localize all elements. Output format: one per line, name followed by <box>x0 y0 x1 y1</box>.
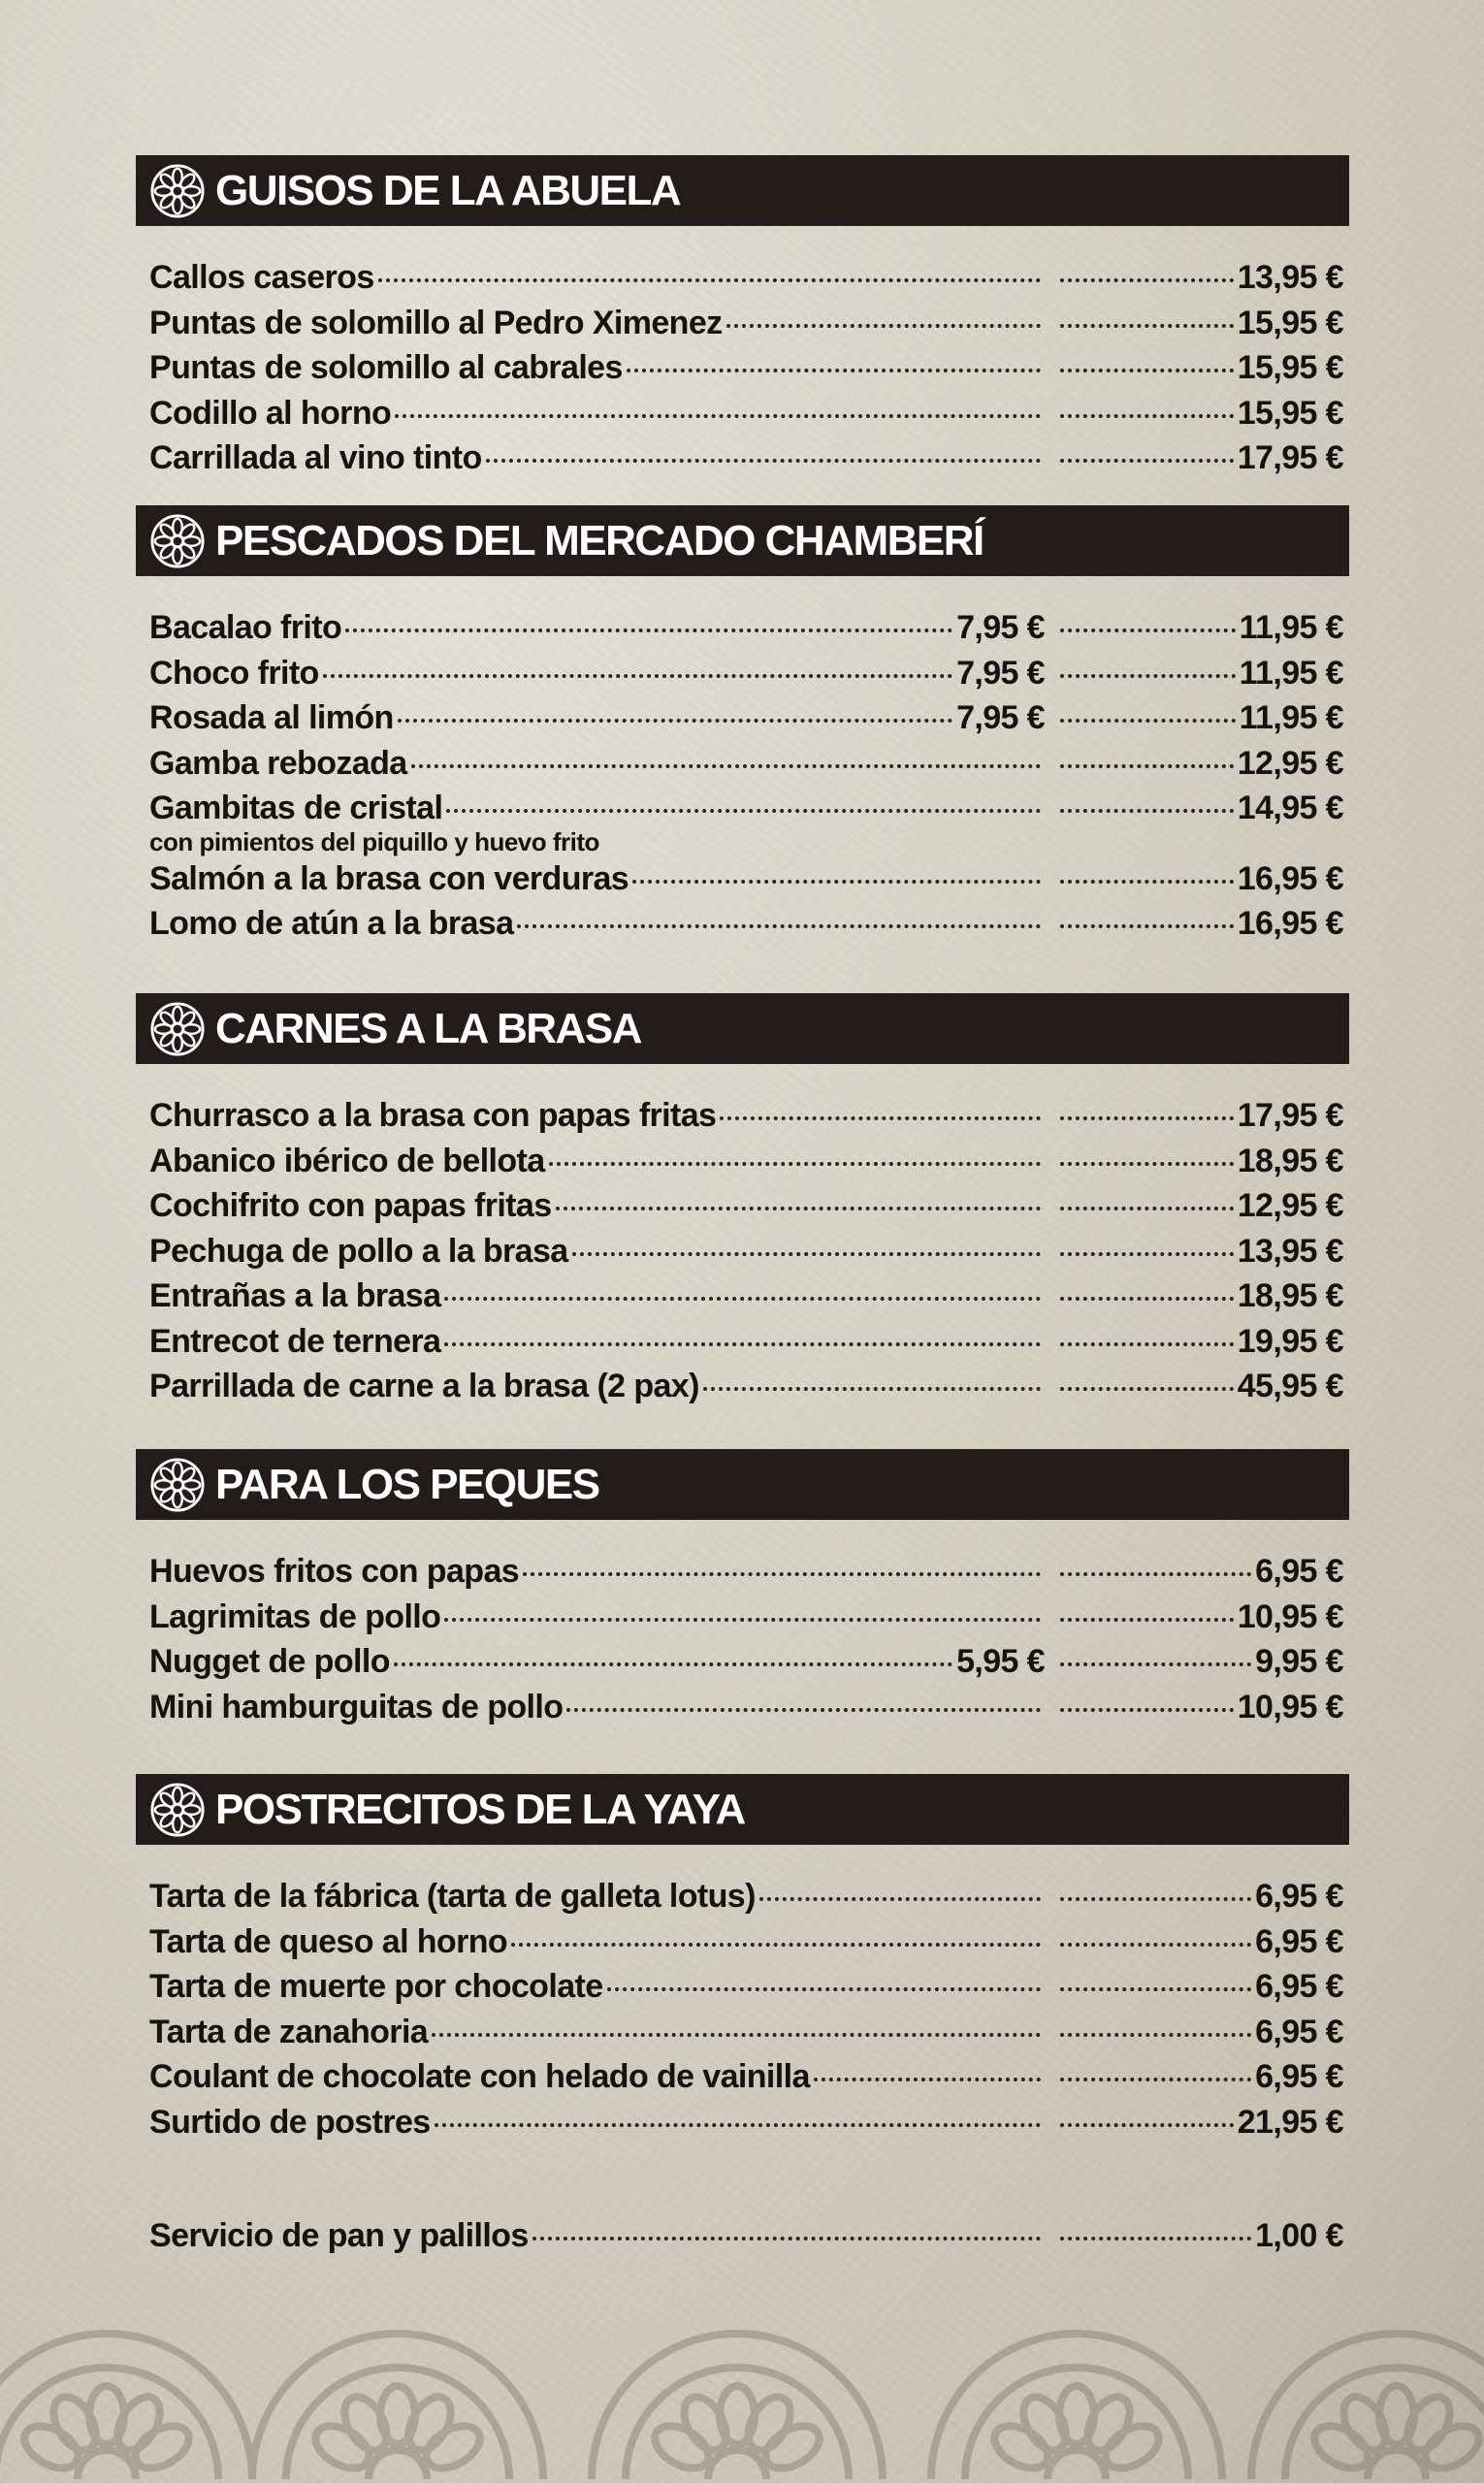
menu-item <box>149 699 1349 745</box>
dot-leader <box>1060 1708 1234 1712</box>
item-price: 16,95 € <box>1237 905 1343 942</box>
dot-leader <box>556 1207 1041 1210</box>
bread-service <box>136 2217 1349 2263</box>
menu-item <box>149 1097 1349 1143</box>
item-price: 13,95 € <box>1237 259 1343 296</box>
dot-leader <box>1060 1897 1251 1901</box>
dot-leader <box>1060 1162 1234 1166</box>
dot-leader <box>1060 324 1234 328</box>
menu-item <box>149 1923 1349 1969</box>
menu-section <box>136 1449 1349 1733</box>
item-name: Entrañas a la brasa <box>149 1277 441 1314</box>
menu-item <box>149 2014 1349 2059</box>
item-price: 6,95 € <box>1255 2013 1343 2050</box>
dot-leader <box>632 880 1041 884</box>
dot-leader <box>1060 459 1234 463</box>
rose-window-icon <box>149 1782 206 1838</box>
dot-leader <box>511 1943 1041 1947</box>
dot-leader <box>1060 1662 1251 1666</box>
dot-leader <box>549 1162 1041 1166</box>
dot-leader <box>345 629 952 632</box>
item-name: Carrillada al vino tinto <box>149 439 482 476</box>
dot-leader <box>1060 2123 1234 2127</box>
item-price: 6,95 € <box>1255 2058 1343 2095</box>
item-price: 17,95 € <box>1237 1097 1343 1134</box>
dot-leader <box>398 719 952 723</box>
item-name: Callos caseros <box>149 259 374 296</box>
menu-item <box>149 1689 1349 1734</box>
dot-leader <box>703 1387 1041 1391</box>
item-name: Tarta de muerte por chocolate <box>149 1968 603 2005</box>
item-name: Tarta de queso al horno <box>149 1922 508 1960</box>
item-price: 16,95 € <box>1237 859 1343 897</box>
menu-item <box>149 655 1349 700</box>
dot-leader <box>486 459 1041 463</box>
dot-leader <box>607 1987 1041 1991</box>
menu-item <box>149 745 1349 790</box>
menu-item <box>149 395 1349 440</box>
menu-item <box>149 2058 1349 2104</box>
menu-item <box>149 1968 1349 2014</box>
item-name: Servicio de pan y palillos <box>149 2217 529 2254</box>
item-price-small: 7,95 € <box>956 654 1045 692</box>
item-name: Pechuga de pollo a la brasa <box>149 1232 568 1270</box>
item-name: Entrecot de ternera <box>149 1322 441 1360</box>
dot-leader <box>1060 1387 1234 1391</box>
menu-item <box>149 1598 1349 1644</box>
menu-item <box>149 1233 1349 1278</box>
item-price-small: 5,95 € <box>956 1643 1045 1680</box>
item-price: 11,95 € <box>1239 699 1343 736</box>
dot-leader <box>1060 1943 1251 1947</box>
dot-leader <box>1060 809 1234 813</box>
menu-item <box>149 1368 1349 1413</box>
dot-leader <box>1060 1618 1234 1622</box>
item-name: Nugget de pollo <box>149 1643 390 1680</box>
item-name: Parrillada de carne a la brasa (2 pax) <box>149 1368 699 1404</box>
item-price: 6,95 € <box>1255 1922 1343 1960</box>
rose-window-decoration <box>0 2318 1484 2483</box>
item-name: Huevos fritos con papas <box>149 1553 520 1590</box>
menu-item <box>149 2104 1349 2149</box>
item-price: 45,95 € <box>1237 1368 1343 1404</box>
dot-leader <box>517 924 1041 928</box>
menu-item <box>149 1143 1349 1188</box>
item-price: 11,95 € <box>1239 609 1343 646</box>
item-name: Coulant de chocolate con helado de vainilla <box>149 2058 810 2095</box>
item-name: Puntas de solomillo al Pedro Ximenez <box>149 304 723 341</box>
section-title: CARNES A LA BRASA <box>215 1004 641 1052</box>
dot-leader <box>1060 2078 1251 2081</box>
section-header <box>136 505 1349 576</box>
dot-leader <box>1060 764 1234 768</box>
dot-leader <box>566 1708 1041 1712</box>
menu-item <box>149 1187 1349 1233</box>
dot-leader <box>1060 1987 1251 1991</box>
section-title: PARA LOS PEQUES <box>215 1460 599 1508</box>
item-price: 6,95 € <box>1255 1968 1343 2005</box>
dot-leader <box>1060 369 1234 372</box>
item-name: Bacalao frito <box>149 609 342 646</box>
item-name: Choco frito <box>149 654 319 692</box>
menu-item <box>149 905 1349 951</box>
item-name: Gamba rebozada <box>149 744 407 782</box>
item-name: Salmón a la brasa con verduras <box>149 859 629 897</box>
item-name: Lagrimitas de pollo <box>149 1597 441 1635</box>
rose-window-icon <box>149 1457 206 1513</box>
item-price: 13,95 € <box>1237 1232 1343 1270</box>
dot-leader <box>444 1297 1041 1301</box>
dot-leader <box>444 1342 1041 1346</box>
item-price: 21,95 € <box>1237 2103 1343 2141</box>
menu-item <box>149 349 1349 395</box>
section-header <box>136 993 1349 1064</box>
dot-leader <box>726 324 1041 328</box>
section-header <box>136 1774 1349 1845</box>
section-header <box>136 1449 1349 1520</box>
item-price: 15,95 € <box>1237 304 1343 341</box>
item-price: 10,95 € <box>1237 1688 1343 1725</box>
item-price: 9,95 € <box>1255 1643 1343 1680</box>
item-name: Rosada al limón <box>149 699 394 736</box>
item-name: Tarta de la fábrica (tarta de galleta lotus) <box>149 1878 756 1915</box>
item-price: 6,95 € <box>1255 1878 1343 1915</box>
menu-item <box>149 1277 1349 1323</box>
dot-leader <box>378 278 1041 282</box>
dot-leader <box>759 1897 1041 1901</box>
menu-item <box>149 1553 1349 1598</box>
item-price: 14,95 € <box>1237 790 1343 826</box>
dot-leader <box>1060 1342 1234 1346</box>
item-price: 10,95 € <box>1237 1597 1343 1635</box>
section-header <box>136 155 1349 226</box>
item-price: 11,95 € <box>1239 654 1343 692</box>
dot-leader <box>627 369 1041 372</box>
dot-leader <box>1060 1252 1234 1256</box>
dot-leader <box>1060 1297 1234 1301</box>
menu-item <box>149 1323 1349 1369</box>
item-price: 12,95 € <box>1237 1187 1343 1224</box>
item-name: Gambitas de cristal <box>149 790 443 826</box>
section-title: PESCADOS DEL MERCADO CHAMBERÍ <box>215 516 984 564</box>
item-name: Lomo de atún a la brasa <box>149 905 514 942</box>
rose-window-icon <box>149 163 206 219</box>
menu-section <box>136 155 1349 485</box>
item-name: Surtido de postres <box>149 2103 431 2141</box>
dot-leader <box>395 414 1041 418</box>
dot-leader <box>1060 880 1234 884</box>
menu-section <box>136 1774 1349 2148</box>
dot-leader <box>1060 1572 1251 1576</box>
dot-leader <box>532 2237 1041 2241</box>
dot-leader <box>1060 2237 1251 2241</box>
item-price: 12,95 € <box>1237 744 1343 782</box>
dot-leader <box>446 809 1041 813</box>
section-title: GUISOS DE LA ABUELA <box>215 166 681 214</box>
dot-leader <box>720 1116 1041 1120</box>
menu-section <box>136 993 1349 1413</box>
item-name: Mini hamburguitas de pollo <box>149 1688 564 1725</box>
dot-leader <box>1060 1116 1234 1120</box>
item-name: Codillo al horno <box>149 394 392 432</box>
item-name: Tarta de zanahoria <box>149 2013 429 2050</box>
dot-leader <box>1060 414 1234 418</box>
dot-leader <box>1060 629 1236 632</box>
dot-leader <box>1060 1207 1234 1210</box>
dot-leader <box>432 2033 1041 2037</box>
item-name: Puntas de solomillo al cabrales <box>149 349 623 386</box>
item-name: Churrasco a la brasa con papas fritas <box>149 1097 717 1134</box>
item-price: 17,95 € <box>1237 439 1343 476</box>
dot-leader <box>1060 719 1236 723</box>
menu-item <box>149 305 1349 350</box>
item-price: 18,95 € <box>1237 1142 1343 1179</box>
dot-leader <box>1060 2033 1251 2037</box>
dot-leader <box>394 1662 952 1666</box>
menu-item <box>149 1878 1349 1923</box>
dot-leader <box>444 1618 1041 1622</box>
dot-leader <box>523 1572 1041 1576</box>
section-title: POSTRECITOS DE LA YAYA <box>215 1785 745 1833</box>
item-price: 15,95 € <box>1237 394 1343 432</box>
menu-item <box>149 1643 1349 1689</box>
rose-window-icon <box>149 513 206 569</box>
dot-leader <box>814 2078 1041 2081</box>
menu-item <box>149 609 1349 655</box>
item-price: 15,95 € <box>1237 349 1343 386</box>
menu-item <box>149 860 1349 906</box>
menu-item <box>149 259 1349 305</box>
item-note: con pimientos del piquillo y huevo frito <box>149 826 599 856</box>
item-name: Abanico ibérico de bellota <box>149 1142 545 1179</box>
item-price: 19,95 € <box>1237 1322 1343 1360</box>
item-price: 1,00 € <box>1255 2217 1343 2254</box>
menu-section <box>136 505 1349 951</box>
dot-leader <box>572 1252 1041 1256</box>
dot-leader <box>435 2123 1041 2127</box>
dot-leader <box>1060 924 1234 928</box>
item-price: 18,95 € <box>1237 1277 1343 1314</box>
menu-item <box>149 439 1349 485</box>
dot-leader <box>1060 674 1236 678</box>
item-price-small: 7,95 € <box>956 699 1045 736</box>
item-name: Cochifrito con papas fritas <box>149 1187 552 1224</box>
item-price-small: 7,95 € <box>956 609 1045 646</box>
item-price: 6,95 € <box>1255 1553 1343 1590</box>
menu-item <box>149 2217 1349 2263</box>
dot-leader <box>1060 278 1234 282</box>
dot-leader <box>323 674 952 678</box>
dot-leader <box>411 764 1041 768</box>
rose-window-icon <box>149 1001 206 1057</box>
